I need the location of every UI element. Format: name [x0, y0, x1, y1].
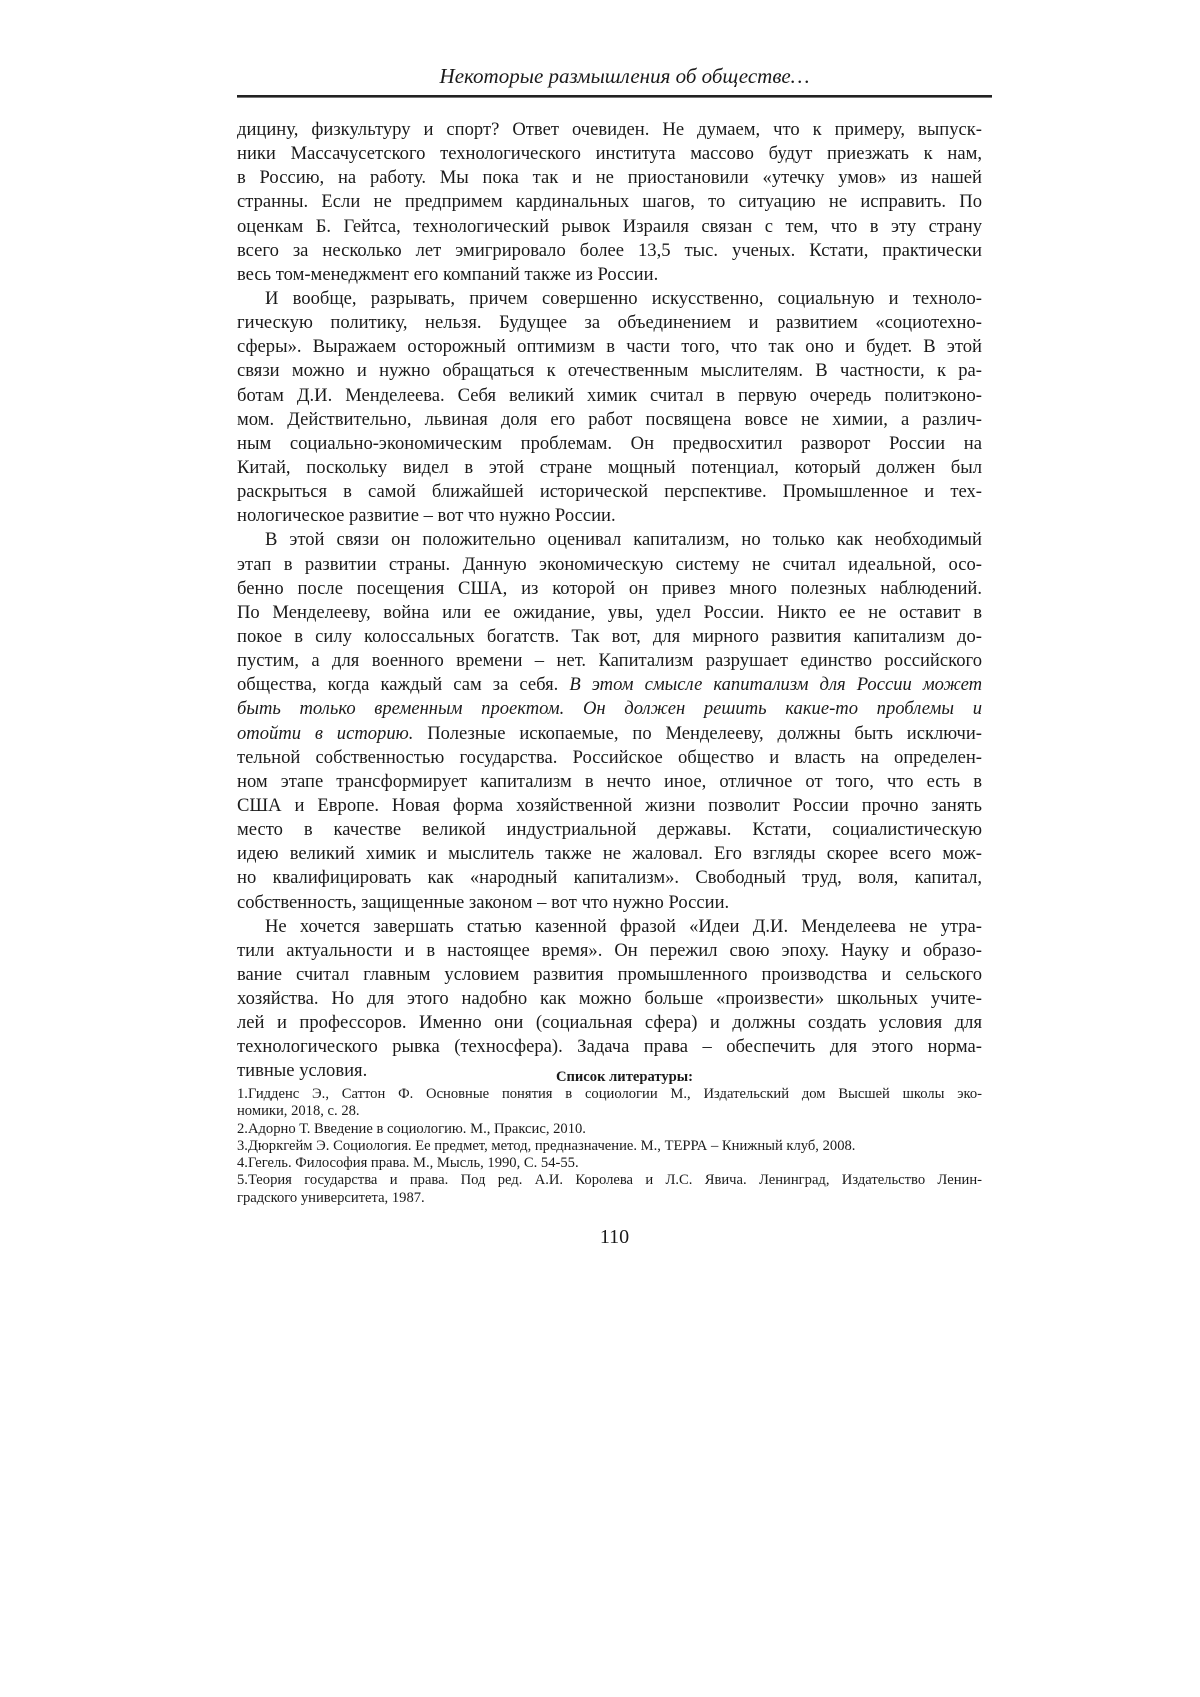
references-section: [237, 1068, 982, 1207]
text-segment: но квалифицировать как «народный капитализм». Свободный труд, воля, капитал,: [237, 867, 982, 888]
references-list: [237, 1086, 982, 1207]
reference-line: 4.Гегель. Философия права. М., Мысль, 1990, С. 54-55.: [237, 1155, 982, 1172]
text-line: [237, 577, 982, 601]
text-line: [237, 842, 982, 866]
text-line: [237, 335, 982, 359]
text-segment: тельной собственностью государства. Российское общество и власть на определен-: [237, 747, 982, 768]
text-line: [237, 673, 982, 697]
text-segment: оценкам Б. Гейтса, технологический рывок Израиля связан с тем, что в эту страну: [237, 216, 982, 237]
reference-line: 5.Теория государства и права. Под ред. А.И. Королева и Л.С. Явича. Ленинград, Издательство Ленин-: [237, 1172, 982, 1189]
text-line: [237, 118, 982, 142]
text-segment: мом. Действительно, львиная доля его работ посвящена вовсе не химии, а различ-: [237, 409, 982, 430]
text-line: [237, 384, 982, 408]
text-line: [237, 263, 982, 287]
references-heading: Список литературы:: [237, 1068, 982, 1086]
text-line: [237, 190, 982, 214]
reference-line: 1.Гидденс Э., Саттон Ф. Основные понятия в социологии М., Издательский дом Высшей школы эко-: [237, 1086, 982, 1103]
text-line: [237, 215, 982, 239]
text-segment: Не хочется завершать статью казенной фразой «Идеи Д.И. Менделеева не утра-: [265, 916, 982, 937]
reference-line: градского университета, 1987.: [237, 1190, 982, 1207]
text-segment: ным социально-экономическим проблемам. Он предвосхитил разворот России на: [237, 433, 982, 454]
text-line: [237, 794, 982, 818]
italic-text: отойти в историю.: [237, 723, 413, 744]
text-line: [237, 504, 982, 528]
text-segment: технологического рывка (техносфера). Задача права – обеспечить для этого норма-: [237, 1036, 982, 1057]
text-line: [237, 480, 982, 504]
paragraph: [237, 528, 982, 914]
text-line: [237, 866, 982, 890]
italic-text: быть только временным проектом. Он должен решить какие-то проблемы и: [237, 698, 982, 719]
text-line: [237, 939, 982, 963]
running-header: Некоторые размышления об обществе…: [237, 64, 992, 89]
text-segment: связи можно и нужно обращаться к отечественным мыслителям. В частности, к ра-: [237, 360, 982, 381]
reference-line: 2.Адорно Т. Введение в социологию. М., Праксис, 2010.: [237, 1121, 982, 1138]
text-segment: тили актуальности и в настоящее время». Он пережил свою эпоху. Науку и образо-: [237, 940, 982, 961]
text-segment: ники Массачусетского технологического института массово будут приезжать к нам,: [237, 143, 982, 164]
text-line: [237, 818, 982, 842]
text-line: [237, 770, 982, 794]
text-line: [237, 142, 982, 166]
text-segment: В этой связи он положительно оценивал капитализм, но только как необходимый: [265, 529, 982, 550]
text-line: [237, 722, 982, 746]
text-line: [237, 891, 982, 915]
text-line: [237, 432, 982, 456]
text-segment: По Менделееву, война или ее ожидание, увы, удел России. Никто ее не оставит в: [237, 602, 982, 623]
text-segment: раскрыться в самой ближайшей исторической перспективе. Промышленное и тех-: [237, 481, 982, 502]
reference-line: номики, 2018, с. 28.: [237, 1103, 982, 1120]
text-line: [237, 239, 982, 263]
text-segment: вание считал главным условием развития промышленного производства и сельского: [237, 964, 982, 985]
text-line: [237, 649, 982, 673]
text-line: [237, 915, 982, 939]
text-segment: дицину, физкультуру и спорт? Ответ очевиден. Не думаем, что к примеру, выпуск-: [237, 119, 982, 140]
text-segment: сферы». Выражаем осторожный оптимизм в части того, что так оно и будет. В этой: [237, 336, 982, 357]
text-line: [237, 746, 982, 770]
text-segment: Китай, поскольку видел в этой стране мощный потенциал, который должен был: [237, 457, 982, 478]
page-number: 110: [237, 1226, 992, 1249]
text-segment: хозяйства. Но для этого надобно как можно больше «произвести» школьных учите-: [237, 988, 982, 1009]
text-segment: общества, когда каждый сам за себя.: [237, 674, 569, 695]
text-line: [237, 601, 982, 625]
paragraph: [237, 287, 982, 528]
text-segment: в Россию, на работу. Мы пока так и не приостановили «утечку умов» из нашей: [237, 167, 982, 188]
text-segment: гическую политику, нельзя. Будущее за объединением и развитием «социотехно-: [237, 312, 982, 333]
text-segment: весь том-менеджмент его компаний также из России.: [237, 264, 658, 285]
text-line: [237, 963, 982, 987]
text-segment: идею великий химик и мыслитель также не жаловал. Его взгляды скорее всего мож-: [237, 843, 982, 864]
text-segment: нологическое развитие – вот что нужно России.: [237, 505, 616, 526]
text-segment: США и Европе. Новая форма хозяйственной жизни позволит России прочно занять: [237, 795, 982, 816]
text-segment: всего за несколько лет эмигрировало более 13,5 тыс. ученых. Кстати, практически: [237, 240, 982, 261]
text-segment: пустим, а для военного времени – нет. Капитализм разрушает единство российского: [237, 650, 982, 671]
reference-line: 3.Дюркгейм Э. Социология. Ее предмет, метод, предназначение. М., ТЕРРА – Книжный клуб, 2008.: [237, 1138, 982, 1155]
text-line: [237, 1011, 982, 1035]
text-segment: И вообще, разрывать, причем совершенно искусственно, социальную и техноло-: [265, 288, 982, 309]
text-line: [237, 553, 982, 577]
text-line: [237, 456, 982, 480]
text-segment: место в качестве великой индустриальной державы. Кстати, социалистическую: [237, 819, 982, 840]
text-segment: тивные условия.: [237, 1060, 367, 1081]
text-line: [237, 166, 982, 190]
text-segment: покое в силу колоссальных богатств. Так вот, для мирного развития капитализм до-: [237, 626, 982, 647]
paragraph: [237, 915, 982, 1084]
text-line: [237, 528, 982, 552]
header-rule: [237, 95, 992, 98]
text-segment: этап в развитии страны. Данную экономическую систему не считал идеальной, осо-: [237, 554, 982, 575]
text-line: [237, 287, 982, 311]
paragraph: [237, 118, 982, 287]
article-body: [237, 118, 982, 1084]
italic-text: В этом смысле капитализм для России может: [569, 674, 982, 695]
text-segment: бенно после посещения США, из которой он привез много полезных наблюдений.: [237, 578, 982, 599]
text-line: [237, 359, 982, 383]
text-segment: ном этапе трансформирует капитализм в нечто иное, отличное от того, что есть в: [237, 771, 982, 792]
text-segment: собственность, защищенные законом – вот что нужно России.: [237, 892, 729, 913]
text-segment: Полезные ископаемые, по Менделееву, должны быть исключи-: [413, 723, 982, 744]
text-line: [237, 697, 982, 721]
text-segment: ботам Д.И. Менделеева. Себя великий химик считал в первую очередь политэконо-: [237, 385, 982, 406]
text-segment: странны. Если не предпримем кардинальных шагов, то ситуацию не исправить. По: [237, 191, 982, 212]
text-line: [237, 408, 982, 432]
text-line: [237, 987, 982, 1011]
text-line: [237, 311, 982, 335]
text-line: [237, 1035, 982, 1059]
text-line: [237, 625, 982, 649]
text-segment: лей и профессоров. Именно они (социальная сфера) и должны создать условия для: [237, 1012, 982, 1033]
